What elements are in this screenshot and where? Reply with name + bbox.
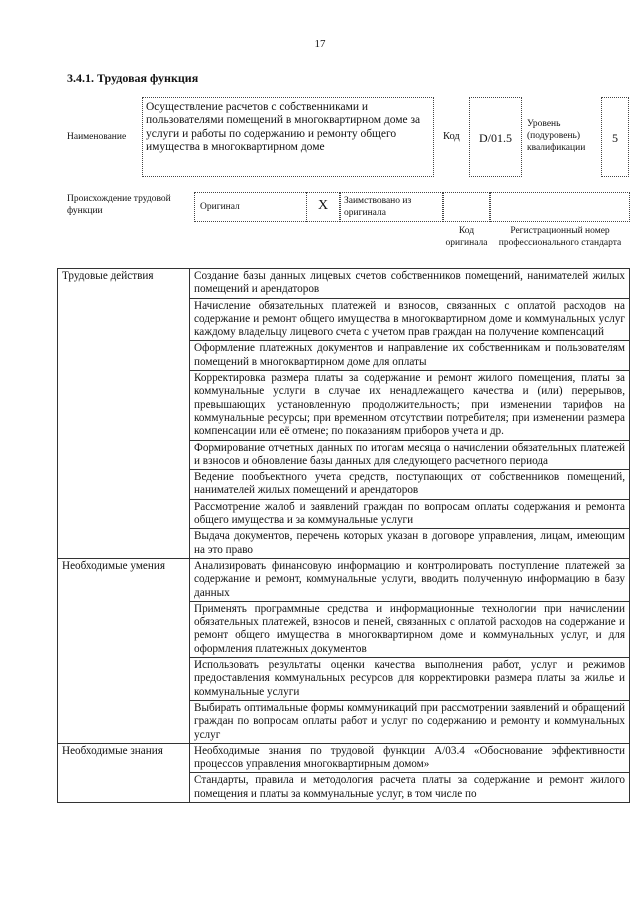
- list-item: Использовать результаты оценки качества выполнения работ, услуг и режимов предоставления коммунальных ресурсов для корректировки размера платы за жилье и коммунальные услуги: [190, 658, 630, 701]
- table-row: [58, 558, 630, 601]
- list-item: Стандарты, правила и методология расчета платы за содержание и ремонт жилого помещения и платы за коммунальные услуг, в том числе по: [190, 773, 630, 803]
- reg-number-box: [490, 192, 630, 222]
- list-item: Оформление платежных документов и направление их собственникам и пользователям помещений в многоквартирном доме для оплаты: [190, 341, 630, 371]
- page-number: 17: [314, 38, 326, 50]
- list-item: Ведение пообъектного учета средств, поступающих от собственников помещений, нанимателей жилых помещений и арендаторов: [190, 470, 630, 500]
- code-label: Код: [443, 131, 460, 142]
- list-item: Создание базы данных лицевых счетов собственников помещений, нанимателей жилых помещений и арендаторов: [190, 269, 630, 299]
- origin-label: Происхождение трудовой функции: [67, 194, 171, 216]
- function-title: Осуществление расчетов с собственниками и пользователями помещений в многоквартирном доме за услуги и работы по содержанию и ремонту общего имущества в многоквартирном доме: [146, 101, 421, 153]
- list-item: Необходимые знания по трудовой функции А/03.4 «Обоснование эффективности процессов управления многоквартирным домом»: [190, 743, 630, 773]
- list-item: Анализировать финансовую информацию и контролировать поступление платежей за содержание и ремонт, коммунальные услуги, вводить полученную информацию в базу данных: [190, 558, 630, 601]
- list-item: Формирование отчетных данных по итогам месяца о начислении обязательных платежей и взносов и обновление базы данных для следующего расчетного периода: [190, 440, 630, 470]
- code-value: D/01.5: [479, 131, 512, 145]
- name-label: Наименование: [67, 132, 127, 142]
- borrowed-label: Заимствовано из оригинала: [344, 196, 412, 218]
- function-details-table: [57, 268, 630, 803]
- original-label: Оригинал: [200, 202, 240, 212]
- level-value: 5: [612, 131, 618, 145]
- section-label-skills: Необходимые умения: [58, 558, 190, 743]
- level-value-box: [601, 97, 629, 177]
- section-label-actions: Трудовые действия: [58, 269, 190, 559]
- list-item: Рассмотрение жалоб и заявлений граждан по вопросам оплаты содержания и ремонта общего имущества и за коммунальные услуги: [190, 499, 630, 529]
- level-label: Уровень (подуровень) квалификации: [527, 119, 586, 153]
- section-title: 3.4.1. Трудовая функция: [67, 71, 199, 85]
- table-row: [58, 743, 630, 773]
- list-item: Выдача документов, перечень которых указан в договоре управления, лицам, имеющим на это право: [190, 529, 630, 559]
- section-label-knowledge: Необходимые знания: [58, 743, 190, 802]
- borrowed-box: [340, 192, 443, 222]
- table-row: [58, 269, 630, 299]
- original-mark: X: [318, 198, 329, 213]
- list-item: Применять программные средства и информационные технологии при начислении обязательных платежей, взносов и пеней, связанных с оплатой расходов на содержание и ремонт общего имущества в многоквартирном доме и коммунальных услуг, и для оформления платежных документов: [190, 601, 630, 657]
- code-value-box: [469, 97, 522, 177]
- original-divider: [306, 192, 307, 222]
- list-item: Начисление обязательных платежей и взносов, связанных с оплатой расходов на содержание и ремонт общего имущества в многоквартирном доме и коммунальных услуг каждому владельцу лицевого счета с учетом прав граждан на получение компенсаций: [190, 298, 630, 341]
- code-original-box: [443, 192, 490, 222]
- list-item: Выбирать оптимальные формы коммуникаций при рассмотрении заявлений и обращений граждан по вопросам оплаты работ и услуг по содержанию и ремонту и коммунальных услуг: [190, 700, 630, 743]
- reg-number-label: Регистрационный номер профессионального стандарта: [498, 226, 622, 248]
- function-title-box: [142, 97, 434, 177]
- code-original-label: Код оригинала: [445, 226, 488, 248]
- list-item: Корректировка размера платы за содержание и ремонт жилого помещения, платы за коммунальные услуги в случае их ненадлежащего качества и (или) перерывов, превышающих установленную продолжительность; при изменении тарифов на коммунальные ресурсы; при временном отсутствии потребителя; при изменении размера компенсации или её отмене; по показаниям приборов учета и др.: [190, 371, 630, 440]
